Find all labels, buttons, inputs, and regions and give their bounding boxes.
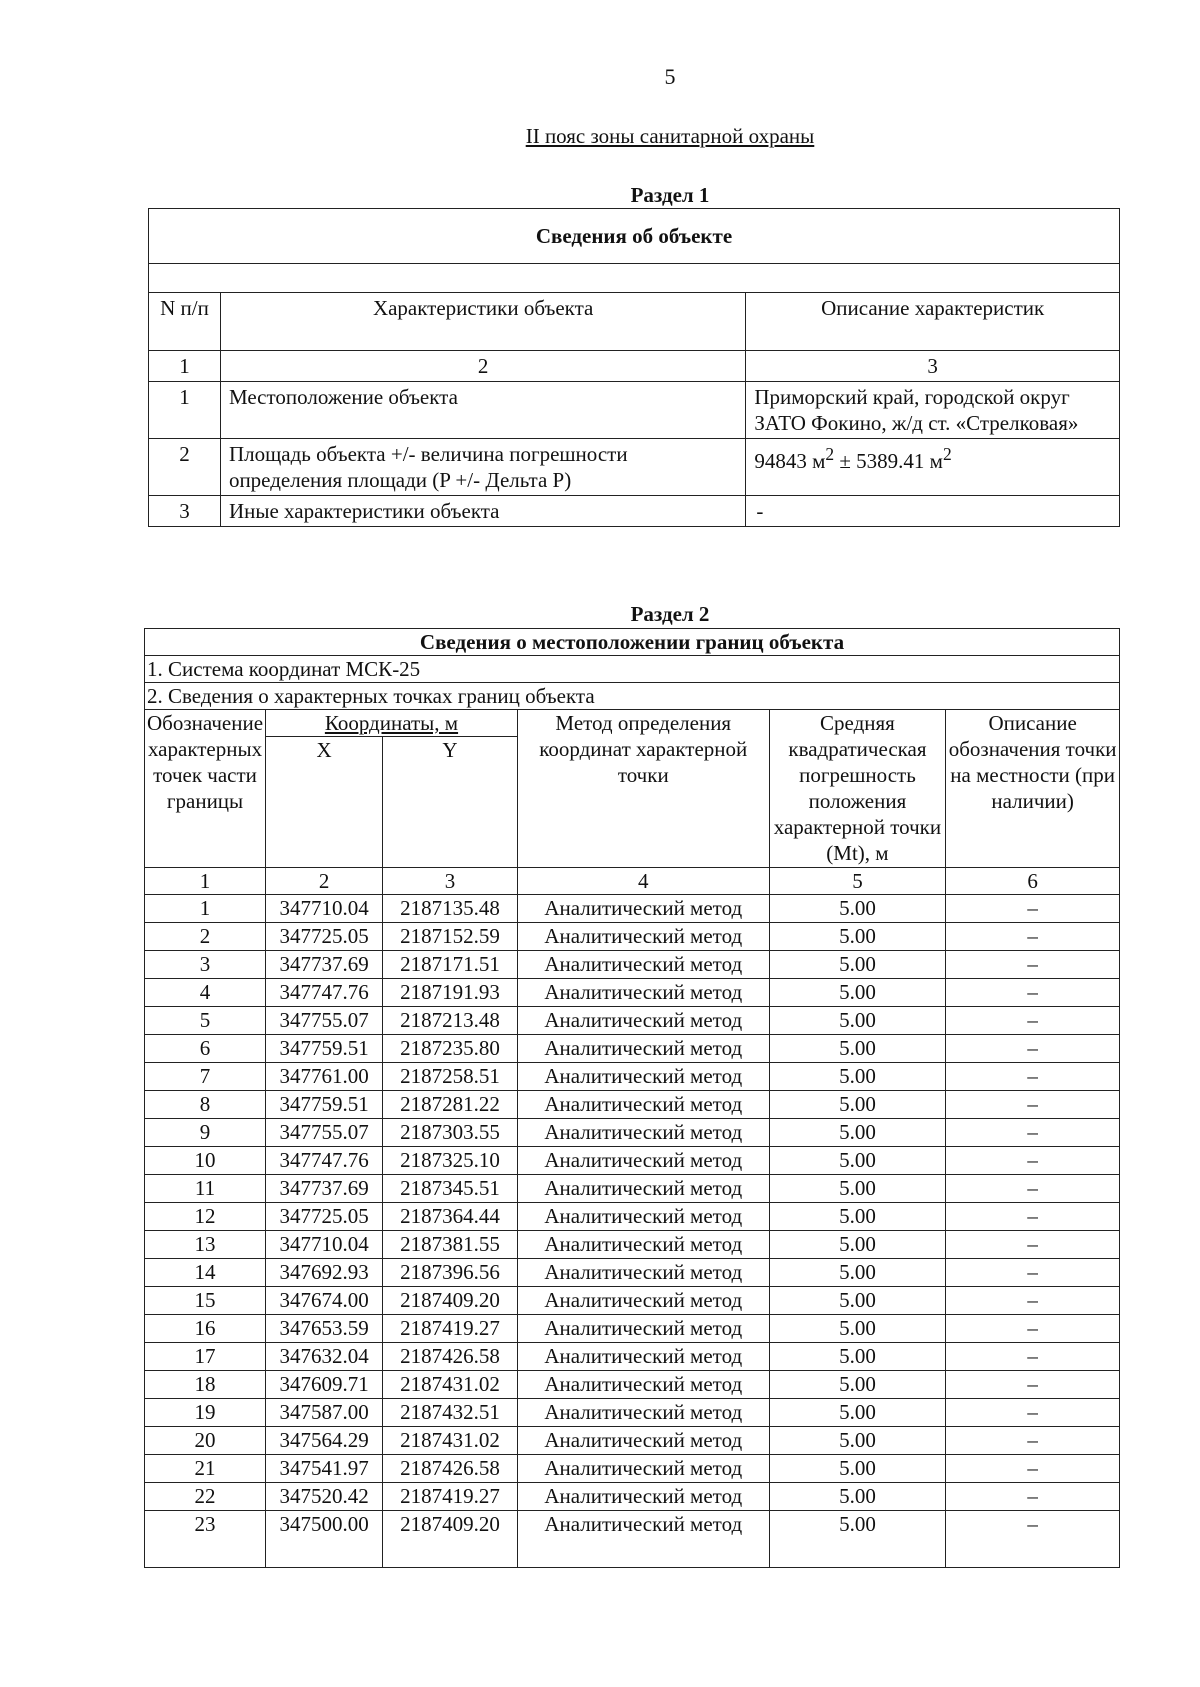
description-cell: –: [946, 1035, 1120, 1063]
index-cell: 2: [220, 351, 745, 382]
table-row: [149, 439, 1120, 496]
coord-y: 2187235.80: [383, 1035, 518, 1063]
col-header-method: Метод определения координат характерной точки: [517, 710, 769, 868]
characteristic-name: Площадь объекта +/- величина погрешности определения площади (P +/- Дельта P): [220, 439, 745, 496]
table-row: [145, 1483, 1120, 1511]
coord-x: 347632.04: [266, 1343, 383, 1371]
method-cell: Аналитический метод: [517, 923, 769, 951]
method-cell: Аналитический метод: [517, 1399, 769, 1427]
object-info-heading: Сведения об объекте: [149, 209, 1120, 264]
point-number: 16: [145, 1315, 266, 1343]
method-cell: Аналитический метод: [517, 1035, 769, 1063]
error-cell: 5.00: [769, 1203, 946, 1231]
coord-x: 347747.76: [266, 979, 383, 1007]
coord-x: 347609.71: [266, 1371, 383, 1399]
coord-x: 347747.76: [266, 1147, 383, 1175]
index-cell: 5: [769, 868, 946, 895]
coord-x: 347587.00: [266, 1399, 383, 1427]
point-number: 20: [145, 1427, 266, 1455]
method-cell: Аналитический метод: [517, 1287, 769, 1315]
error-cell: 5.00: [769, 1287, 946, 1315]
table-row: [149, 382, 1120, 439]
index-cell: 3: [383, 868, 518, 895]
description-cell: –: [946, 1203, 1120, 1231]
description-cell: –: [946, 1511, 1120, 1568]
coord-y: 2187419.27: [383, 1483, 518, 1511]
coord-y: 2187191.93: [383, 979, 518, 1007]
coord-x: 347500.00: [266, 1511, 383, 1568]
table-row: [145, 1259, 1120, 1287]
coord-y: 2187364.44: [383, 1203, 518, 1231]
method-cell: Аналитический метод: [517, 1455, 769, 1483]
point-number: 15: [145, 1287, 266, 1315]
point-number: 6: [145, 1035, 266, 1063]
index-cell: 6: [946, 868, 1120, 895]
table-row: [145, 1231, 1120, 1259]
error-cell: 5.00: [769, 1063, 946, 1091]
coord-x: 347737.69: [266, 951, 383, 979]
error-cell: 5.00: [769, 979, 946, 1007]
method-cell: Аналитический метод: [517, 1091, 769, 1119]
error-cell: 5.00: [769, 1175, 946, 1203]
method-cell: Аналитический метод: [517, 1203, 769, 1231]
index-cell: 4: [517, 868, 769, 895]
coord-y: 2187381.55: [383, 1231, 518, 1259]
coord-y: 2187171.51: [383, 951, 518, 979]
zone-title: II пояс зоны санитарной охраны: [525, 124, 815, 148]
point-number: 13: [145, 1231, 266, 1259]
error-cell: 5.00: [769, 1371, 946, 1399]
point-number: 14: [145, 1259, 266, 1287]
description-cell: –: [946, 923, 1120, 951]
method-cell: Аналитический метод: [517, 1147, 769, 1175]
method-cell: Аналитический метод: [517, 1175, 769, 1203]
coord-y: 2187409.20: [383, 1511, 518, 1568]
table-row: [145, 1399, 1120, 1427]
coord-x: 347755.07: [266, 1007, 383, 1035]
error-cell: 5.00: [769, 951, 946, 979]
table-row: [145, 1343, 1120, 1371]
coord-y: 2187432.51: [383, 1399, 518, 1427]
error-cell: 5.00: [769, 1399, 946, 1427]
characteristic-value: [746, 439, 1120, 496]
point-number: 11: [145, 1175, 266, 1203]
method-cell: Аналитический метод: [517, 1007, 769, 1035]
method-cell: Аналитический метод: [517, 1259, 769, 1287]
coord-x: 347755.07: [266, 1119, 383, 1147]
method-cell: Аналитический метод: [517, 1427, 769, 1455]
error-cell: 5.00: [769, 1455, 946, 1483]
error-cell: 5.00: [769, 1007, 946, 1035]
point-number: 4: [145, 979, 266, 1007]
table-row: [145, 1287, 1120, 1315]
method-cell: Аналитический метод: [517, 1511, 769, 1568]
coord-x: 347674.00: [266, 1287, 383, 1315]
boundary-heading: Сведения о местоположении границ объекта: [145, 629, 1120, 656]
object-info-table: [148, 208, 1120, 527]
point-number: 18: [145, 1371, 266, 1399]
point-number: 1: [145, 895, 266, 923]
description-cell: –: [946, 1287, 1120, 1315]
point-number: 12: [145, 1203, 266, 1231]
table-row: [145, 1007, 1120, 1035]
description-cell: –: [946, 1315, 1120, 1343]
point-number: 7: [145, 1063, 266, 1091]
coord-x: 347520.42: [266, 1483, 383, 1511]
table-row: [145, 1511, 1120, 1568]
error-cell: 5.00: [769, 1343, 946, 1371]
coordinate-system: 1. Система координат МСК-25: [145, 656, 1120, 683]
error-cell: 5.00: [769, 923, 946, 951]
col-header-characteristics: Характеристики объекта: [220, 293, 745, 351]
characteristic-value: -: [746, 496, 1120, 527]
error-cell: 5.00: [769, 1091, 946, 1119]
error-cell: 5.00: [769, 1511, 946, 1568]
coord-x: 347710.04: [266, 1231, 383, 1259]
method-cell: Аналитический метод: [517, 1483, 769, 1511]
col-header-description: Описание характеристик: [746, 293, 1120, 351]
characteristic-name: Иные характеристики объекта: [220, 496, 745, 527]
col-header-description: Описание обозначения точки на местности (при наличии): [946, 710, 1120, 868]
point-number: 9: [145, 1119, 266, 1147]
coord-x: 347759.51: [266, 1035, 383, 1063]
table-row: [145, 1175, 1120, 1203]
coord-y: 2187426.58: [383, 1343, 518, 1371]
method-cell: Аналитический метод: [517, 979, 769, 1007]
characteristic-name: Местоположение объекта: [220, 382, 745, 439]
table-row: [145, 1035, 1120, 1063]
error-cell: 5.00: [769, 1231, 946, 1259]
coord-y: 2187135.48: [383, 895, 518, 923]
description-cell: –: [946, 1343, 1120, 1371]
coord-y: 2187345.51: [383, 1175, 518, 1203]
point-number: 17: [145, 1343, 266, 1371]
coord-x: 347725.05: [266, 1203, 383, 1231]
characteristic-value: Приморский край, городской округ ЗАТО Фокино, ж/д ст. «Стрелковая»: [746, 382, 1120, 439]
table-row: [145, 1063, 1120, 1091]
coord-y: 2187281.22: [383, 1091, 518, 1119]
coord-y: 2187258.51: [383, 1063, 518, 1091]
point-number: 22: [145, 1483, 266, 1511]
coord-y: 2187426.58: [383, 1455, 518, 1483]
description-cell: –: [946, 1399, 1120, 1427]
index-cell: 1: [145, 868, 266, 895]
description-cell: –: [946, 1427, 1120, 1455]
index-cell: 1: [149, 351, 221, 382]
table-row: [145, 1147, 1120, 1175]
description-cell: –: [946, 1063, 1120, 1091]
error-cell: 5.00: [769, 1119, 946, 1147]
description-cell: –: [946, 1175, 1120, 1203]
point-number: 2: [145, 923, 266, 951]
error-cell: 5.00: [769, 1035, 946, 1063]
point-number: 3: [145, 951, 266, 979]
method-cell: Аналитический метод: [517, 951, 769, 979]
coord-y: 2187325.10: [383, 1147, 518, 1175]
method-cell: Аналитический метод: [517, 1119, 769, 1147]
method-cell: Аналитический метод: [517, 1231, 769, 1259]
coord-x: 347725.05: [266, 923, 383, 951]
error-cell: 5.00: [769, 1147, 946, 1175]
col-header-n: N п/п: [149, 293, 221, 351]
index-cell: 2: [266, 868, 383, 895]
point-number: 5: [145, 1007, 266, 1035]
description-cell: –: [946, 1119, 1120, 1147]
description-cell: –: [946, 951, 1120, 979]
description-cell: –: [946, 1259, 1120, 1287]
table-row: [145, 951, 1120, 979]
method-cell: Аналитический метод: [517, 1343, 769, 1371]
col-header-coordinates: Координаты, м: [266, 710, 518, 737]
coord-y: 2187303.55: [383, 1119, 518, 1147]
error-cell: 5.00: [769, 1259, 946, 1287]
coord-x: 347692.93: [266, 1259, 383, 1287]
point-number: 10: [145, 1147, 266, 1175]
error-cell: 5.00: [769, 1315, 946, 1343]
table-row: [145, 895, 1120, 923]
table-row: [145, 1371, 1120, 1399]
point-number: 19: [145, 1399, 266, 1427]
boundary-points-table: [144, 628, 1120, 1568]
method-cell: Аналитический метод: [517, 1315, 769, 1343]
description-cell: –: [946, 1231, 1120, 1259]
section2-title: Раздел 2: [630, 602, 710, 626]
coord-y: 2187431.02: [383, 1371, 518, 1399]
points-body: [145, 895, 1120, 1568]
row-number: 3: [149, 496, 221, 527]
blank-row: [149, 264, 1120, 293]
error-cell: 5.00: [769, 895, 946, 923]
method-cell: Аналитический метод: [517, 1063, 769, 1091]
table-row: [145, 923, 1120, 951]
area-error-sup: 2: [942, 444, 952, 464]
col-header-error: Средняя квадратическая погрешность положения характерной точки (Mt), м: [769, 710, 946, 868]
error-cell: 5.00: [769, 1483, 946, 1511]
row-number: 1: [149, 382, 221, 439]
area-unit-sup: 2: [825, 444, 835, 464]
error-cell: 5.00: [769, 1427, 946, 1455]
area-error: ± 5389.41 м: [834, 449, 943, 473]
coord-y: 2187431.02: [383, 1427, 518, 1455]
coord-x: 347737.69: [266, 1175, 383, 1203]
coord-y: 2187409.20: [383, 1287, 518, 1315]
table-row: [145, 1315, 1120, 1343]
description-cell: –: [946, 1371, 1120, 1399]
description-cell: –: [946, 979, 1120, 1007]
table-row: [145, 1119, 1120, 1147]
point-number: 21: [145, 1455, 266, 1483]
method-cell: Аналитический метод: [517, 1371, 769, 1399]
index-cell: 3: [746, 351, 1120, 382]
coord-y: 2187213.48: [383, 1007, 518, 1035]
table-row: [145, 1091, 1120, 1119]
description-cell: –: [946, 1007, 1120, 1035]
coord-x: 347761.00: [266, 1063, 383, 1091]
table-row: [145, 1427, 1120, 1455]
description-cell: –: [946, 895, 1120, 923]
row-number: 2: [149, 439, 221, 496]
point-number: 23: [145, 1511, 266, 1568]
description-cell: –: [946, 1483, 1120, 1511]
col-header-x: X: [266, 737, 383, 868]
points-subheading: 2. Сведения о характерных точках границ объекта: [145, 683, 1120, 710]
description-cell: –: [946, 1455, 1120, 1483]
area-value: 94843 м: [754, 449, 826, 473]
table-row: [145, 979, 1120, 1007]
coord-x: 347564.29: [266, 1427, 383, 1455]
description-cell: –: [946, 1147, 1120, 1175]
method-cell: Аналитический метод: [517, 895, 769, 923]
table-row: [145, 1455, 1120, 1483]
description-cell: –: [946, 1091, 1120, 1119]
col-header-designation: Обозначение характерных точек части границы: [145, 710, 266, 868]
coord-y: 2187419.27: [383, 1315, 518, 1343]
page-number: 5: [664, 64, 676, 89]
point-number: 8: [145, 1091, 266, 1119]
col-header-y: Y: [383, 737, 518, 868]
coord-x: 347653.59: [266, 1315, 383, 1343]
table-row: [149, 496, 1120, 527]
section1-title: Раздел 1: [630, 183, 710, 207]
coord-y: 2187152.59: [383, 923, 518, 951]
coord-x: 347541.97: [266, 1455, 383, 1483]
table-row: [145, 1203, 1120, 1231]
coord-y: 2187396.56: [383, 1259, 518, 1287]
coord-x: 347759.51: [266, 1091, 383, 1119]
coord-x: 347710.04: [266, 895, 383, 923]
